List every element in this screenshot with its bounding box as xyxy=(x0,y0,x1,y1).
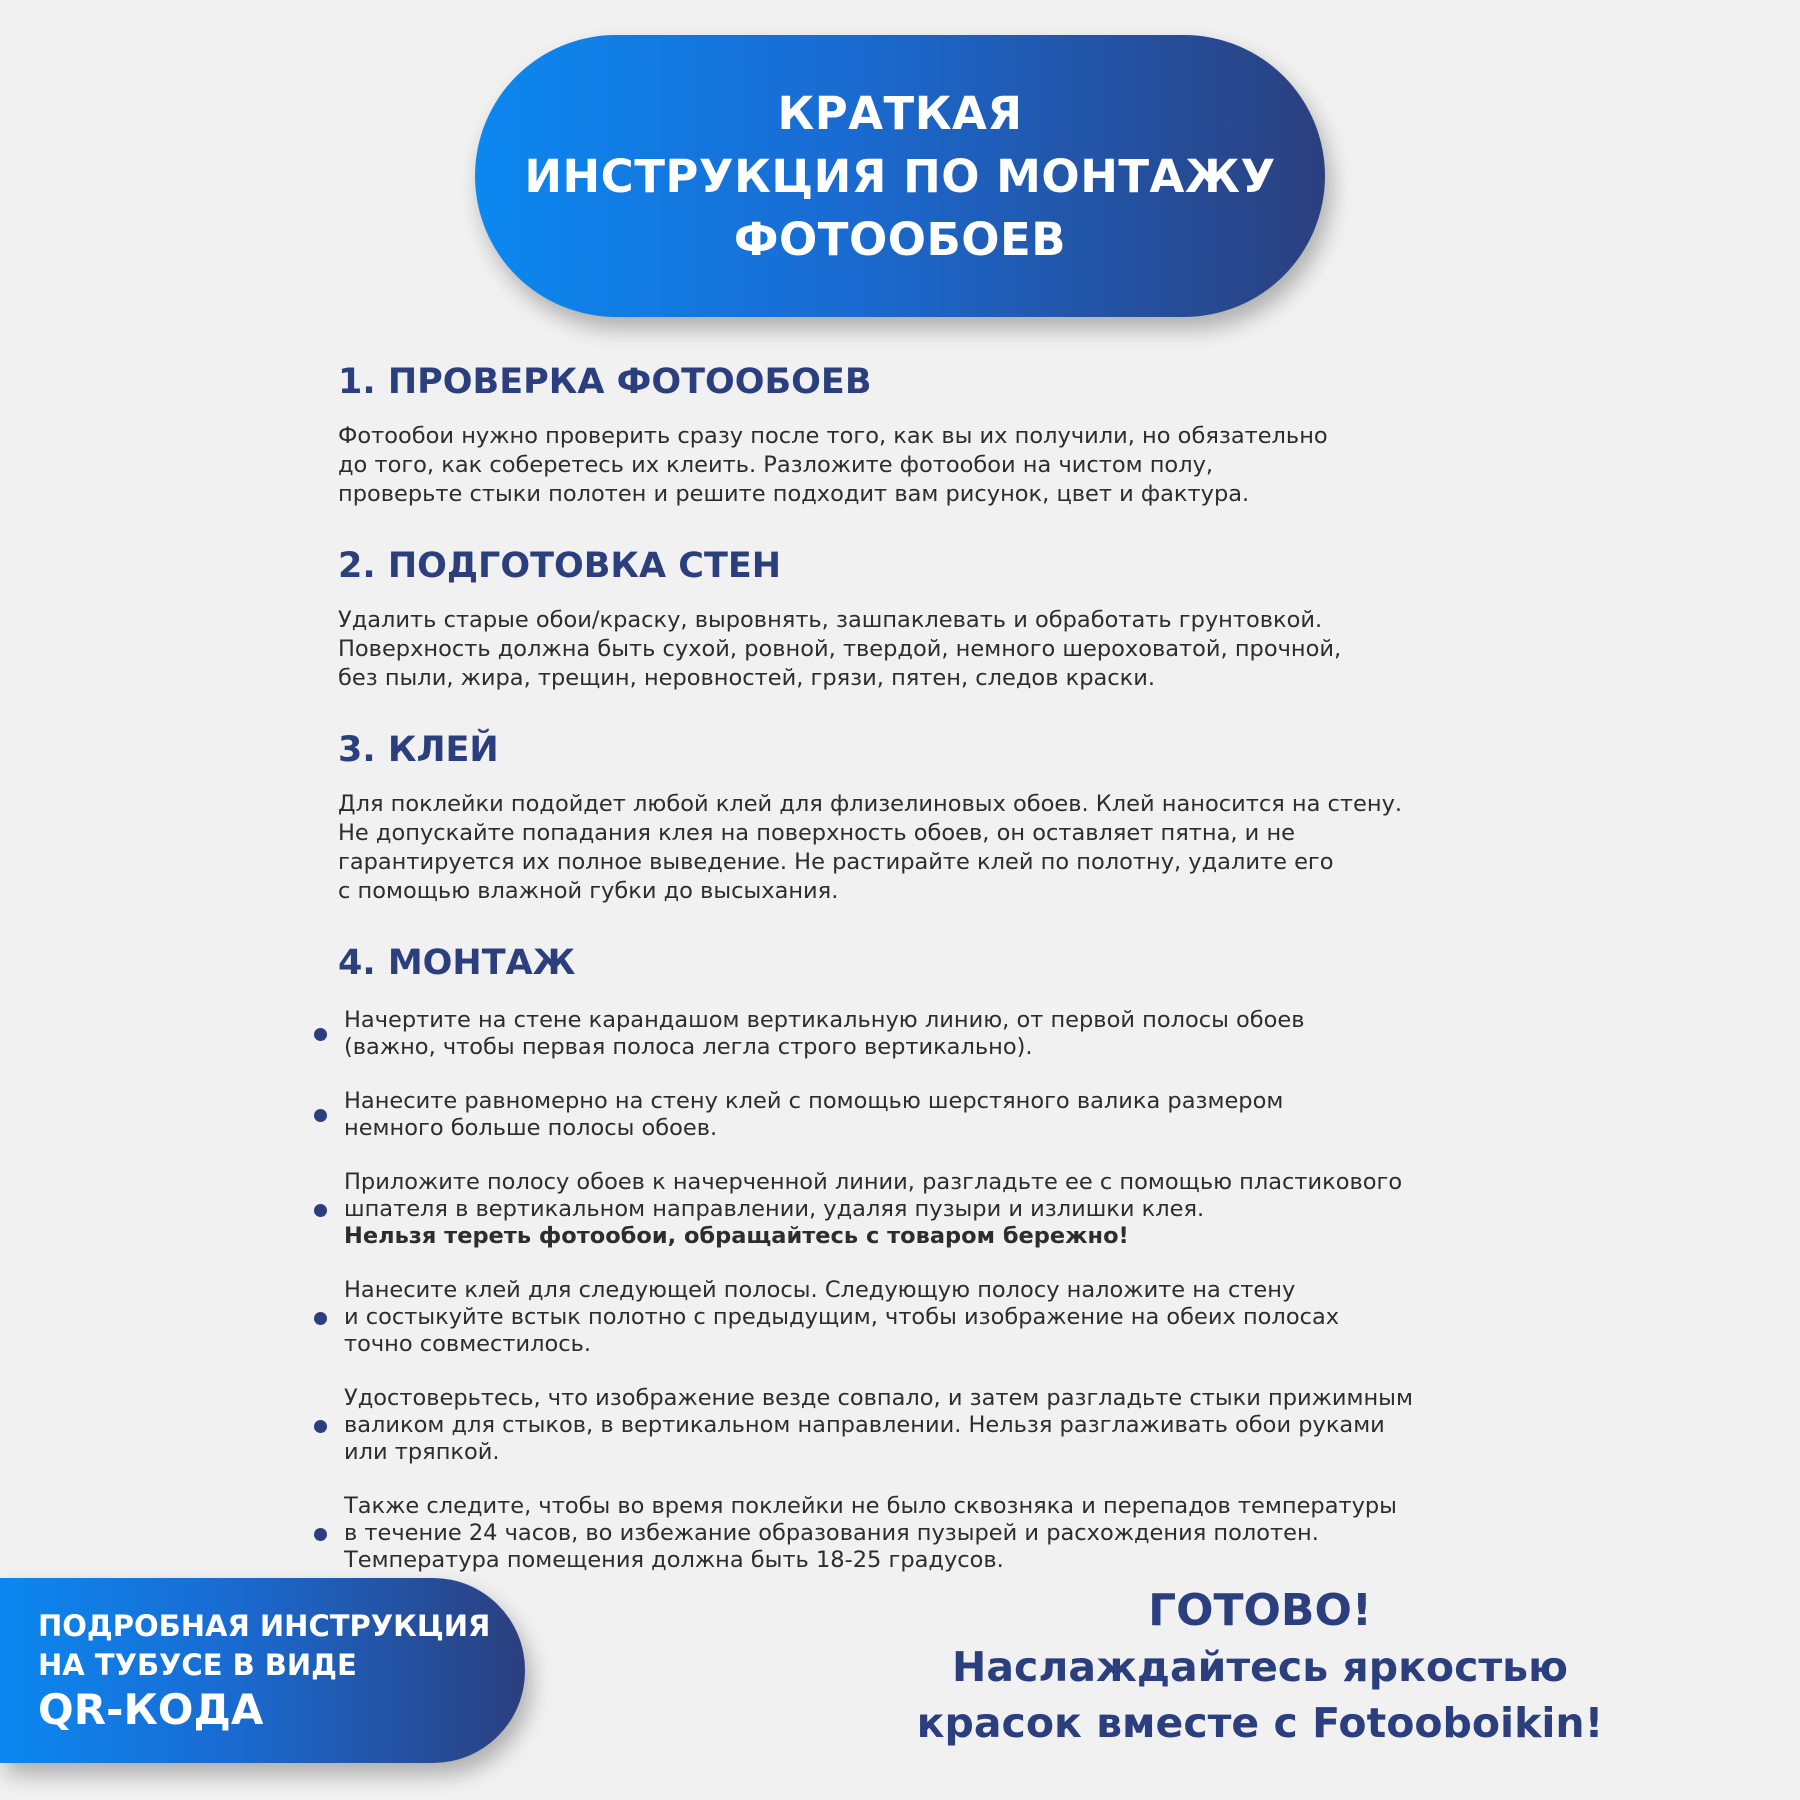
section-walls xyxy=(338,544,1508,693)
list-item xyxy=(344,1277,1508,1358)
title-line-2: ИНСТРУКЦИЯ ПО МОНТАЖУ xyxy=(524,149,1276,203)
list-item xyxy=(344,1007,1508,1061)
title-banner xyxy=(475,35,1325,317)
list-item xyxy=(344,1493,1508,1574)
bullet-dot-icon xyxy=(314,1028,327,1041)
section-check xyxy=(338,360,1508,509)
bullet-dot-icon xyxy=(314,1420,327,1433)
bullet-dot-icon xyxy=(314,1312,327,1325)
step-text: Начертите на стене карандашом вертикальную линию, от первой полосы обоев (важно, чтобы первая полоса легла строго вертикально). xyxy=(344,1007,1305,1060)
qr-banner-line-3: QR-КОДА xyxy=(38,1684,264,1734)
step-text: Также следите, чтобы во время поклейки не было сквозняка и перепадов температуры в течение 24 часов, во избежание образования пузырей и расхождения полотен. Температура помещения должна быть 18-25 градусов. xyxy=(344,1493,1397,1573)
mounting-steps-list xyxy=(344,1007,1508,1574)
title-line-1: КРАТКАЯ xyxy=(777,86,1023,140)
section-title-mounting: 4. МОНТАЖ xyxy=(338,943,576,983)
qr-banner-line-2: НА ТУБУСЕ В ВИДЕ xyxy=(38,1647,357,1682)
closing-line-2: Наслаждайтесь яркостью xyxy=(952,1643,1568,1691)
list-item xyxy=(344,1088,1508,1142)
section-mounting xyxy=(338,941,1508,1574)
list-item xyxy=(344,1169,1508,1250)
section-title-walls: 2. ПОДГОТОВКА СТЕН xyxy=(338,546,782,586)
qr-code-banner xyxy=(0,1578,525,1763)
section-title-glue: 3. КЛЕЙ xyxy=(338,730,499,770)
step-text: Приложите полосу обоев к начерченной линии, разгладьте ее с помощью пластикового шпателя в вертикальном направлении, удаляя пузыри и излишки клея. xyxy=(344,1169,1403,1222)
section-body-check: Фотообои нужно проверить сразу после того, как вы их получили, но обязательно до того, как соберетесь их клеить. Разложите фотообои на чистом полу, проверьте стыки полотен и решите подходит вам рисунок, цвет и фактура. xyxy=(338,423,1328,507)
section-body-glue: Для поклейки подойдет любой клей для флизелиновых обоев. Клей наносится на стену. Не допускайте попадания клея на поверхность обоев, он оставляет пятна, и не гарантируется их полное выведение. Не растирайте клей по полотну, удалите его с помощью влажной губки до высыхания. xyxy=(338,791,1403,904)
closing-line-3: красок вместе с Fotooboikin! xyxy=(916,1699,1604,1747)
bullet-dot-icon xyxy=(314,1528,327,1541)
closing-line-1: ГОТОВО! xyxy=(1148,1585,1372,1636)
section-glue xyxy=(338,728,1508,906)
closing-message xyxy=(860,1583,1660,1751)
qr-banner-line-1: ПОДРОБНАЯ ИНСТРУКЦИЯ xyxy=(38,1608,491,1643)
section-title-check: 1. ПРОВЕРКА ФОТООБОЕВ xyxy=(338,362,872,402)
bullet-dot-icon xyxy=(314,1109,327,1122)
step-warning: Нельзя тереть фотообои, обращайтесь с товаром бережно! xyxy=(344,1223,1129,1249)
step-text: Удостоверьтесь, что изображение везде совпало, и затем разгладьте стыки прижимным валиком для стыков, в вертикальном направлении. Нельзя разглаживать обои руками или тряпкой. xyxy=(344,1385,1413,1465)
bullet-dot-icon xyxy=(314,1204,327,1217)
instructions-content xyxy=(338,360,1508,1601)
list-item xyxy=(344,1385,1508,1466)
step-text: Нанесите равномерно на стену клей с помощью шерстяного валика размером немного больше полосы обоев. xyxy=(344,1088,1284,1141)
title-line-3: ФОТООБОЕВ xyxy=(733,212,1067,266)
section-body-walls: Удалить старые обои/краску, выровнять, зашпаклевать и обработать грунтовкой. Поверхность должна быть сухой, ровной, твердой, немного шероховатой, прочной, без пыли, жира, трещин, неровностей, грязи, пятен, следов краски. xyxy=(338,607,1342,691)
step-text: Нанесите клей для следующей полосы. Следующую полосу наложите на стену и состыкуйте встык полотно с предыдущим, чтобы изображение на обеих полосах точно совместилось. xyxy=(344,1277,1340,1357)
